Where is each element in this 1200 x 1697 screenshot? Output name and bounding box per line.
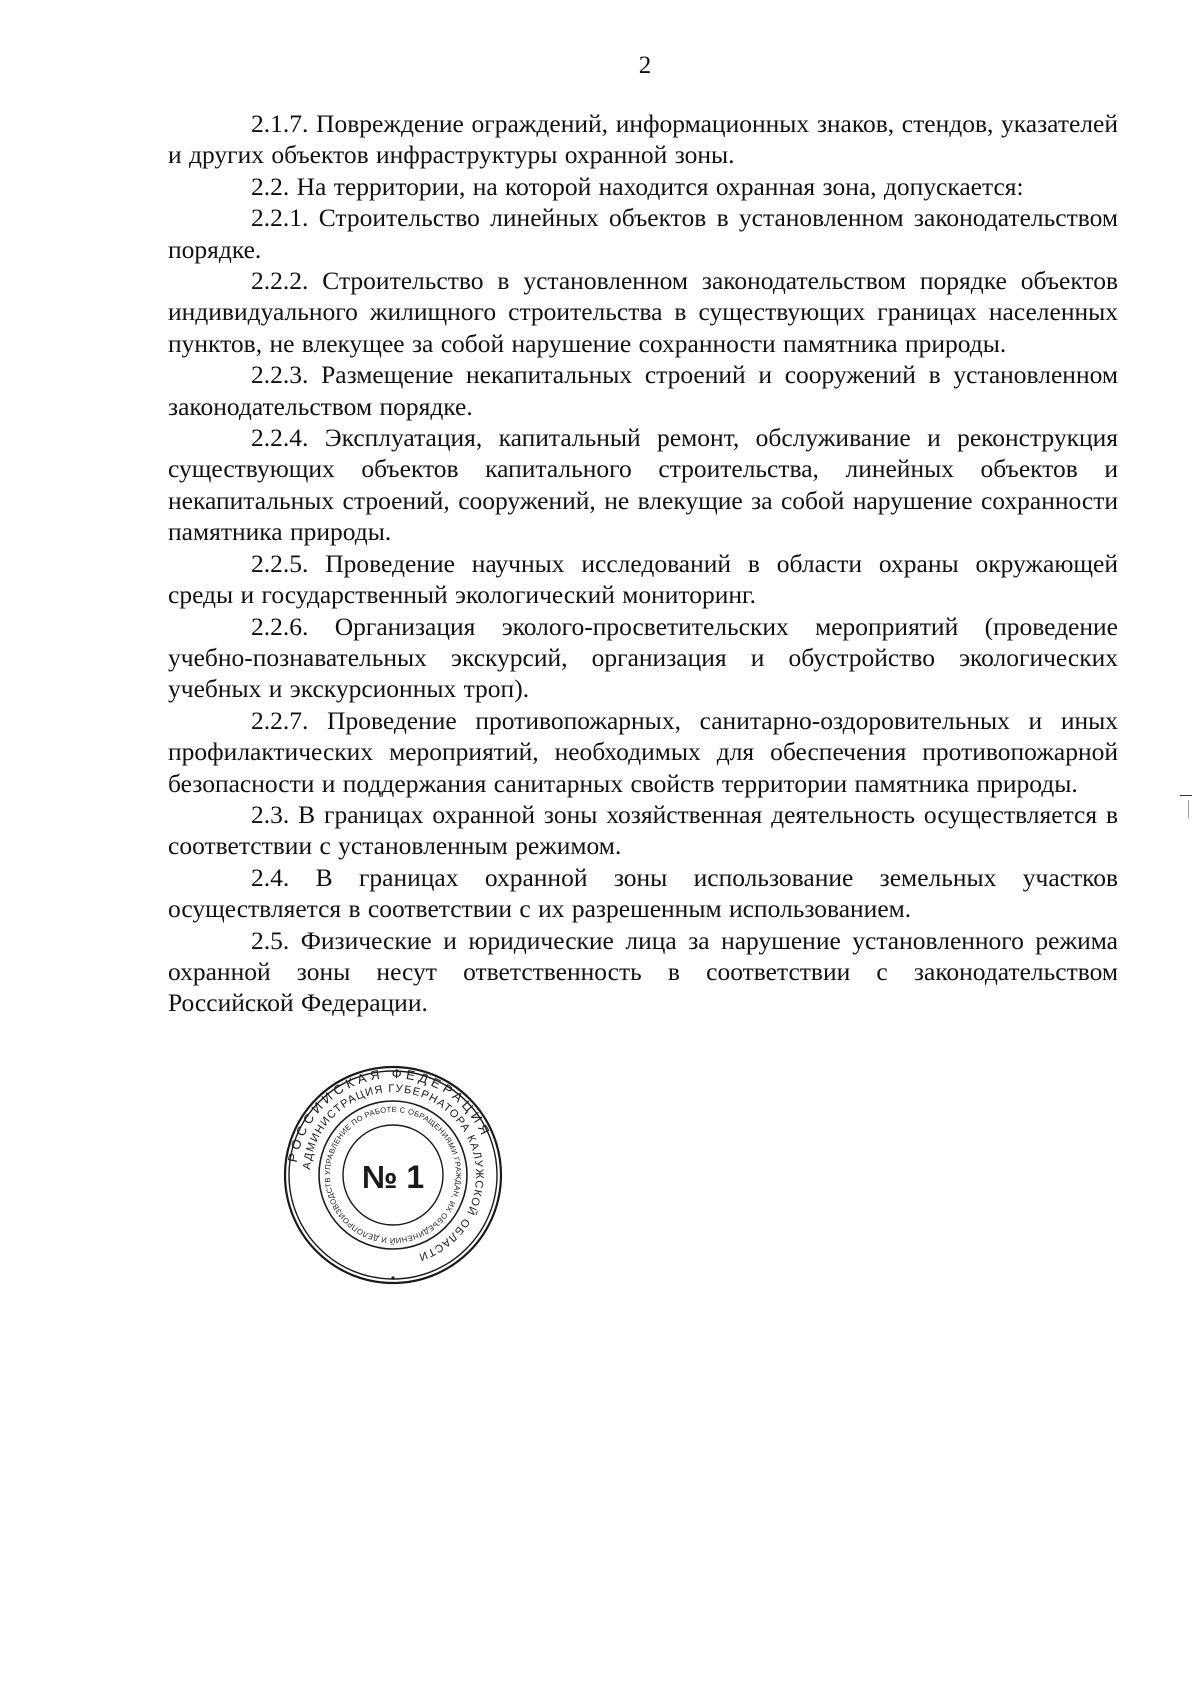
paragraph-2-2-3: 2.2.3. Размещение некапитальных строений и сооружений в установленном законодательством порядке. — [168, 360, 1118, 421]
document-body — [168, 108, 1118, 1019]
stamp-seal-icon — [282, 1062, 504, 1288]
paragraph-2-2: 2.2. На территории, на которой находится охранная зона, допускается: — [251, 171, 1024, 201]
paragraph-2-2-7: 2.2.7. Проведение противопожарных, санитарно-оздоровительных и иных профилактических мероприятий, необходимых для обеспечения противопожарной безопасности и поддержания санитарных свойств территории памятника природы. — [168, 705, 1118, 798]
scan-artifact — [1180, 795, 1192, 796]
stamp-center-number: № 1 — [361, 1159, 425, 1195]
paragraph-2-2-1: 2.2.1. Строительство линейных объектов в установленном законодательством порядке. — [168, 203, 1118, 264]
scan-artifact — [1188, 800, 1189, 818]
paragraph-2-2-4: 2.2.4. Эксплуатация, капитальный ремонт, обслуживание и реконструкция существующих объектов капитального строительства, линейных объектов и некапитальных строений, сооружений, не влекущие за собой нарушение сохранности памятника природы. — [168, 423, 1118, 547]
paragraph-2-2-6: 2.2.6. Организация эколого-просветительских мероприятий (проведение учебно-познавательных экскурсий, организация и обустройство экологических учебных и экскурсионных троп). — [168, 611, 1118, 704]
page-number: 2 — [638, 52, 652, 79]
paragraph-2-2-2: 2.2.2. Строительство в установленном законодательством порядке объектов индивидуального жилищного строительства в существующих границах населенных пунктов, не влекущее за собой нарушение сохранности памятника природы. — [168, 266, 1118, 358]
paragraph-2-5: 2.5. Физические и юридические лица за нарушение установленного режима охранной зоны несут ответственность в соответствии с законодательством Российской Федерации. — [168, 925, 1118, 1018]
paragraph-2-4: 2.4. В границах охранной зоны использование земельных участков осуществляется в соответствии с их разрешенным использованием. — [168, 862, 1118, 924]
stamp-inner-text: УПРАВЛЕНИЕ ПО РАБОТЕ С ОБРАЩЕНИЯМИ ГРАЖДАН, ИХ ОБЪЕДИНЕНИЙ И ДЕЛОПРОИЗВОДСТВ — [322, 1104, 464, 1246]
stamp-outer-text: РОССИЙСКАЯ ФЕДЕРАЦИЯ — [284, 1065, 495, 1164]
paragraph-2-1-7: 2.1.7. Повреждение ограждений, информационных знаков, стендов, указателей и других объектов инфраструктуры охранной зоны. — [168, 109, 1118, 170]
stamp-middle-text: АДМИНИСТРАЦИЯ ГУБЕРНАТОРА КАЛУЖСКОЙ ОБЛАСТИ — [301, 1082, 486, 1263]
paragraph-2-2-5: 2.2.5. Проведение научных исследований в области охраны окружающей среды и государственный экологический мониторинг. — [168, 548, 1118, 610]
official-stamp — [282, 1062, 504, 1288]
paragraph-2-3: 2.3. В границах охранной зоны хозяйственная деятельность осуществляется в соответствии с установленным режимом. — [168, 799, 1118, 861]
